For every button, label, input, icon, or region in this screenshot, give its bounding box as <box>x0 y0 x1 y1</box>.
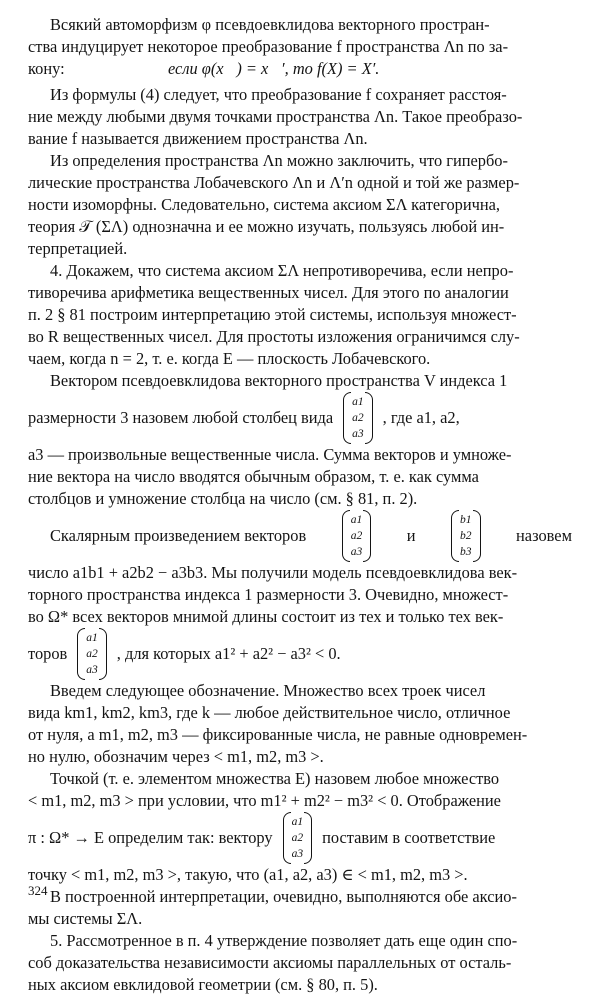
paragraph-vector-def <box>28 370 572 392</box>
vector-entry: a2 <box>352 412 364 424</box>
vector-entry: a2 <box>291 832 304 844</box>
column-vector-a <box>342 510 372 562</box>
line: 4. Докажем, что система аксиом ΣΛ непротиворечива, если непро- <box>50 261 514 280</box>
line: но нулю, обозначим через < m1, m2, m3 >. <box>28 747 324 766</box>
vector-entry: a3 <box>350 546 363 558</box>
line: a3 — произвольные вещественные числа. Сумма векторов и умноже- <box>28 445 512 464</box>
vector-entry: a1 <box>86 632 98 644</box>
vector-entry: b3 <box>460 546 472 558</box>
line: вание f называется движением пространства Λn. <box>28 129 368 148</box>
line: В построенной интерпретации, очевидно, выполняются обе аксио- <box>50 887 517 906</box>
line: и <box>406 526 416 545</box>
vector-entry: b1 <box>460 514 472 526</box>
vector-entry: a1 <box>350 514 363 526</box>
line: , для которых a1² + a2² − a3² < 0. <box>116 644 341 663</box>
imaginary-vectors-row <box>28 628 572 680</box>
line: назовем <box>516 526 572 545</box>
line: терпретацией. <box>28 239 128 258</box>
column-vector-a <box>343 392 373 444</box>
line: во Ω* всех векторов мнимой длины состоит из тех и только тех век- <box>28 607 504 626</box>
paragraph-axioms-hold <box>28 886 572 930</box>
line: 5. Рассмотренное в п. 4 утверждение позволяет дать еще один спо- <box>50 931 518 950</box>
line: лические пространства Лобачевского Λn и Λ′n одной и той же размер- <box>28 173 520 192</box>
column-vector-a <box>77 628 107 680</box>
paragraph-section-4 <box>28 260 572 370</box>
line: π : Ω* → E определим так: вектору <box>28 828 273 847</box>
line: от нуля, а m1, m2, m3 — фиксированные числа, не равные одновремен- <box>28 725 528 744</box>
line: ности изоморфны. Следовательно, система аксиом ΣΛ категорична, <box>28 195 500 214</box>
vector-column-row <box>28 392 572 444</box>
formula-row <box>28 58 572 80</box>
line: < m1, m2, m3 > при условии, что m1² + m2² − m3² < 0. Отображение <box>28 791 501 810</box>
line: столбцов и умножение столбца на число (см. § 81, п. 2). <box>28 489 418 508</box>
paragraph-vector-def-cont <box>28 444 572 510</box>
line: Вектором псевдоевклидова векторного пространства V индекса 1 <box>50 371 508 390</box>
formula-motion: если φ(x⃗) = x⃗′, то f(X) = X′. <box>168 59 380 78</box>
vector-entry: a2 <box>86 648 98 660</box>
line: Скалярным произведением векторов <box>50 526 307 545</box>
line: теория 𝒯 (ΣΛ) однозначна и ее можно изучать, пользуясь любой ин- <box>28 217 505 236</box>
line: мы системы ΣΛ. <box>28 909 143 928</box>
vector-entry: a1 <box>291 816 304 828</box>
line: ства индуцирует некоторое преобразование f пространства Λn по за- <box>28 37 509 56</box>
line: ние вектора на число вводятся обычным образом, т. е. как сумма <box>28 467 479 486</box>
paragraph-point-cont <box>28 864 572 886</box>
line: Точкой (т. е. элементом множества E) назовем любое множество <box>50 769 500 788</box>
paragraph-point-def <box>28 768 572 812</box>
vector-entry: a2 <box>350 530 363 542</box>
line: число a1b1 + a2b2 − a3b3. Мы получили модель псевдоевклидова век- <box>28 563 518 582</box>
line: Из определения пространства Λn можно заключить, что гипербо- <box>50 151 508 170</box>
line: тиворечива арифметика вещественных чисел. Для этого по аналогии <box>28 283 509 302</box>
line: торов <box>28 644 68 663</box>
line: кону: <box>28 59 65 78</box>
line: Из формулы (4) следует, что преобразование f сохраняет расстоя- <box>50 85 507 104</box>
vector-entry: a1 <box>352 396 364 408</box>
line: ние между любыми двумя точками пространства Λn. Такое преобразо- <box>28 107 523 126</box>
paragraph-isomorphism <box>28 150 572 260</box>
paragraph-automorphism <box>28 14 572 58</box>
vector-entry: a3 <box>352 428 364 440</box>
line: во R вещественных чисел. Для простоты изложения ограничимся слу- <box>28 327 520 346</box>
vector-entry: a3 <box>86 664 98 676</box>
mapping-row <box>28 812 572 864</box>
line: , где a1, a2, <box>382 408 460 427</box>
line: поставим в соответствие <box>322 828 496 847</box>
line: Всякий автоморфизм φ псевдоевклидова векторного простран- <box>50 15 490 34</box>
line: точку < m1, m2, m3 >, такую, что (a1, a2, a3) ∈ < m1, m2, m3 >. <box>28 865 468 884</box>
column-vector-a <box>283 812 313 864</box>
vector-entry: b2 <box>460 530 472 542</box>
line: торного пространства индекса 1 размерности 3. Очевидно, множест- <box>28 585 509 604</box>
paragraph-distance <box>28 84 572 150</box>
line: вида km1, km2, km3, где k — любое действительное число, отличное <box>28 703 511 722</box>
paragraph-section-5 <box>28 930 572 996</box>
paragraph-scalar-cont <box>28 562 572 628</box>
text-column <box>28 14 572 996</box>
page-number: 324 <box>28 883 48 898</box>
line: размерности 3 назовем любой столбец вида <box>28 408 334 427</box>
paragraph-notation <box>28 680 572 768</box>
column-vector-b <box>451 510 481 562</box>
line: ных аксиом евклидовой геометрии (см. § 80, п. 5). <box>28 975 378 994</box>
scalar-product-row <box>28 510 572 562</box>
line: чаем, когда n = 2, т. е. когда E — плоскость Лобачевского. <box>28 349 431 368</box>
vector-entry: a3 <box>291 848 304 860</box>
line: соб доказательства независимости аксиомы параллельных от осталь- <box>28 953 512 972</box>
line: п. 2 § 81 построим интерпретацию этой системы, используя множест- <box>28 305 517 324</box>
line: Введем следующее обозначение. Множество всех троек чисел <box>50 681 486 700</box>
